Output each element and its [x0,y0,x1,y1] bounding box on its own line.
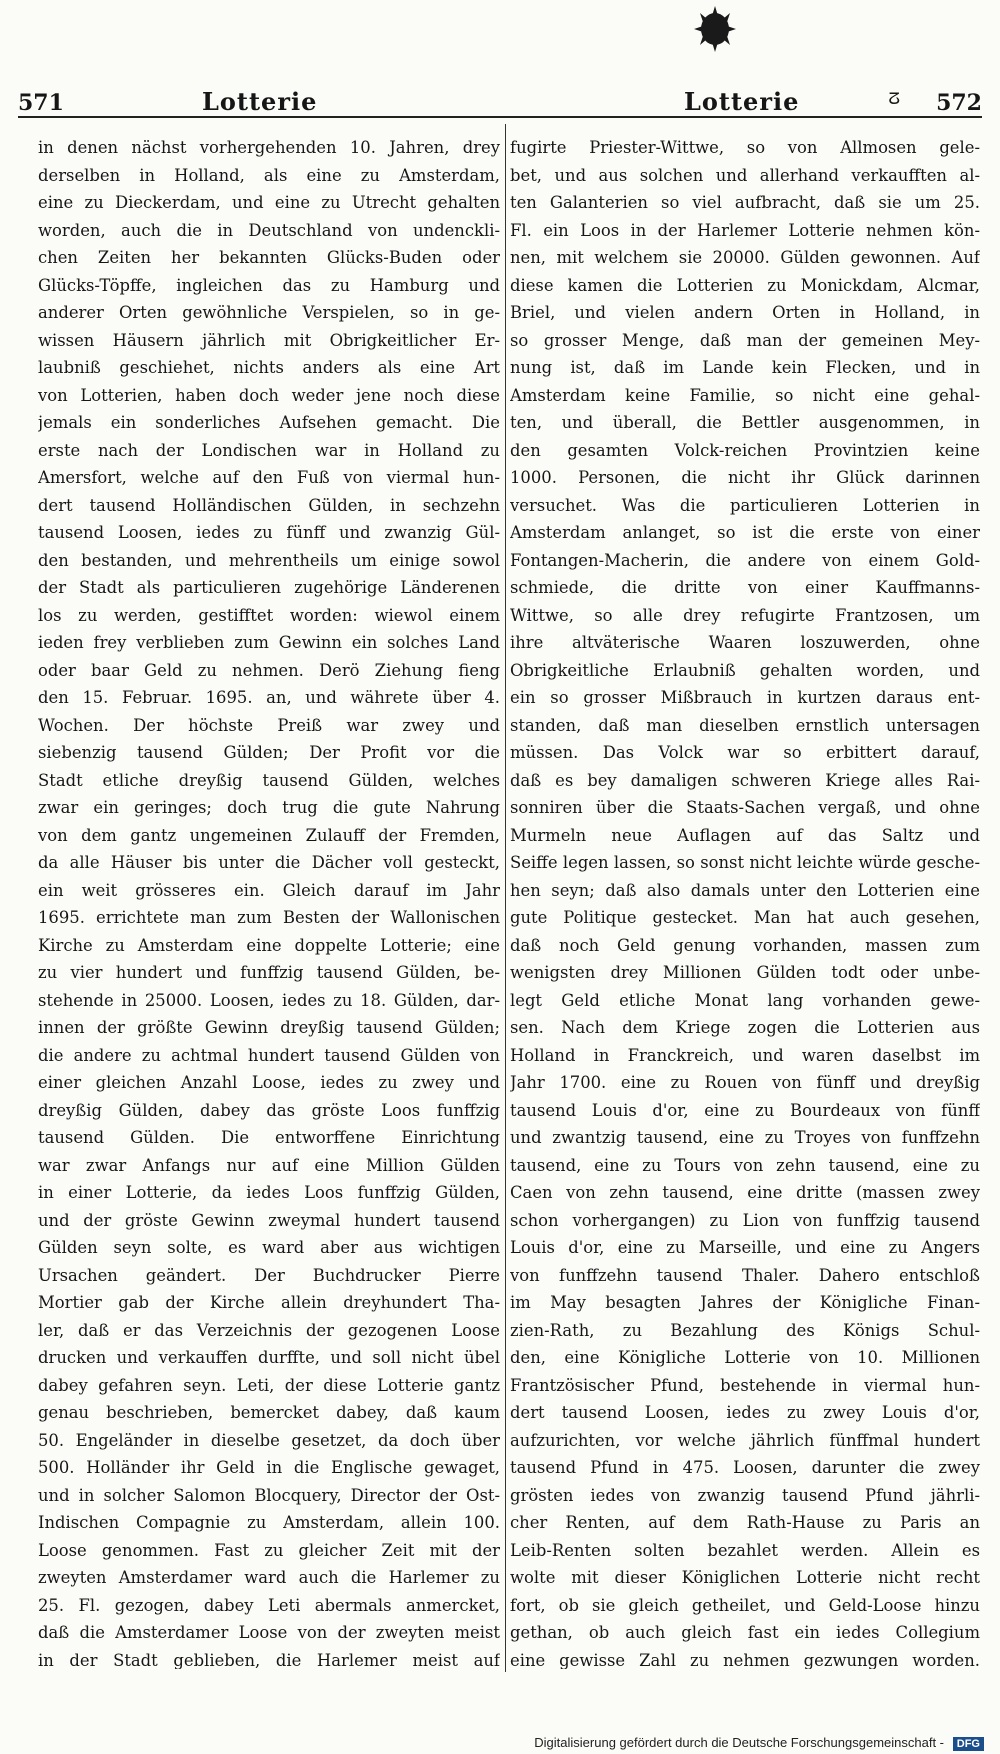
text-line: anderer Orten gewöhnliche Verspielen, so in ge- [38,303,500,322]
text-line: dert tausend Holländischen Gülden, in sechzehn [38,495,500,515]
text-line: aufzurichten, vor welche jährlich fünffmal hundert [510,1430,980,1450]
text-line: Jahr 1700. eine zu Rouen von fünff und dreyßig [510,1073,980,1092]
text-line: Louis d'or, eine zu Marseille, und eine zu Angers [510,1238,980,1257]
dfg-logo: DFG [953,1737,984,1751]
text-line: stehende in 25000. Loosen, iedes zu 18. Gülden, dar- [38,990,500,1010]
text-line: zu vier hundert und funffzig tausend Gülden, be- [38,963,500,982]
text-line: 50. Engeländer in dieselbe gesetzet, da doch über [38,1430,500,1450]
text-line: 1000. Personen, die nicht ihr Glück darinnen [510,468,980,487]
text-line: innen der größte Gewinn dreyßig tausend Gülden; [38,1018,500,1037]
text-line: den 15. Februar. 1695. an, und währete über 4. [38,688,500,707]
text-line: und der gröste Gewinn zweymal hundert tausend [38,1210,500,1230]
text-line: zweyten Amsterdamer ward auch die Harlemer zu [38,1568,500,1587]
text-line: einer gleichen Anzahl Loose, iedes zu zwey und [38,1073,500,1092]
text-line: gute Politique gestecket. Man hat auch gesehen, [510,908,980,927]
text-line: Fontangen-Macherin, die andere von einem Gold- [510,550,980,570]
text-line: dabey gefahren seyn. Leti, der diese Lotterie gantz [38,1375,500,1395]
page-number-right: 572 [936,90,982,116]
text-line: tausend Louis d'or, eine zu Bourdeaux von fünff [510,1100,980,1120]
text-line: Caen von zehn tausend, eine dritte (massen zwey [510,1183,980,1202]
text-line: ler, daß er das Verzeichnis der gezogenen Loose [38,1320,500,1340]
text-line: diese kamen die Lotterien zu Monickdam, Alcmar, [510,275,980,295]
text-line: fort, ob sie gleich getheilet, und Geld-Loose hinzu [510,1595,980,1615]
text-line: von dem gantz ungemeinen Zulauff der Fremden, [38,825,500,845]
text-line: chen Zeiten her bekannten Glücks-Buden oder [38,248,500,267]
text-line: Gülden seyn solte, es ward aber aus wichtigen [38,1238,500,1257]
text-line: Ursachen geändert. Der Buchdrucker Pierre [38,1265,500,1285]
text-line: wolte mit dieser Königlichen Lotterie nicht recht [510,1568,980,1587]
text-line: der Stadt als particulieren zugehörige Länderenen [38,578,500,597]
text-line: Briel, und vielen andern Orten in Holland, in [510,303,980,322]
text-line: im May besagten Jahres der Königliche Finan- [510,1293,980,1312]
text-line: in denen nächst vorhergehenden 10. Jahren, drey [38,138,500,157]
text-line: Mortier gab der Kirche allein dreyhundert Tha- [38,1293,500,1312]
text-line: Loose genommen. Fast zu gleicher Zeit mit der [38,1540,500,1560]
text-line: erste nach der Londischen war in Holland zu [38,440,500,460]
text-line: tausend Pfund in 475. Loosen, darunter die zwey [510,1458,980,1477]
running-head-right: Lotterie [684,87,800,116]
text-line: Seiffe legen lassen, so sonst nicht leichte würde gesche- [510,853,980,872]
text-line: ihre altväterische Waaren loszuwerden, ohne [510,633,980,652]
text-line: sen. Nach dem Kriege zogen die Lotterien aus [510,1018,980,1037]
text-line: Frantzösischer Pfund, bestehende in viermal hun- [510,1375,980,1395]
text-line: und in solcher Salomon Blocquery, Director der Ost- [38,1485,500,1505]
text-line: Wochen. Der höchste Preiß war zwey und [38,715,500,735]
text-line: ieden frey verblieben zum Gewinn ein solches Land [38,633,500,652]
text-line: dreyßig Gülden, dabey das gröste Loos funffzig [38,1100,500,1120]
text-line: tausend Loosen, iedes zu fünff und zwanzig Gül- [38,523,500,542]
text-line: Leib-Renten solten bezahlet werden. Allein es [510,1540,980,1560]
text-line: ten Galanterien so viel aufbracht, daß sie um 25. [510,193,980,212]
text-line: 1695. errichtete man zum Besten der Wallonischen [38,908,500,927]
text-line: Stadt etliche dreyßig tausend Gülden, welches [38,770,500,790]
text-line: in einer Lotterie, da iedes Loos funffzig Gülden, [38,1183,500,1202]
text-line: grösten iedes von zwanzig tausend Pfund jährli- [510,1485,980,1505]
text-line: legt Geld etliche Monat lang vorhanden gewe- [510,990,980,1010]
text-line: von funffzehn tausend Thaler. Dahero entschloß [510,1265,980,1285]
text-line: ein so grosser Mißbrauch in kurtzen daraus ent- [510,688,980,707]
text-line: da alle Häuser bis unter die Dächer voll gesteckt, [38,853,500,872]
text-line: cher Renten, auf dem Rath-Hause zu Paris an [510,1513,980,1532]
text-line: gethan, ob auch gleich fast ein iedes Collegium [510,1623,980,1642]
text-line: zwar ein geringes; doch trug die gute Nahrung [38,798,500,817]
text-line: sonniren über die Staats-Sachen vergaß, und ohne [510,798,980,817]
text-line: versuchet. Was die particulieren Lotterien in [510,495,980,515]
text-line: genau beschrieben, bemercket dabey, daß kaum [38,1403,500,1422]
text-line: standen, daß man dieselben ernstlich untersagen [510,715,980,735]
text-line: derselben in Holland, als eine zu Amsterdam, [38,165,500,185]
text-line: Amersfort, welche auf den Fuß von viermal hun- [38,468,500,487]
text-line: daß die Amsterdamer Loose von der zweyten meist [38,1623,500,1642]
text-line: los zu werden, gestifftet worden: wiewol einem [38,605,500,625]
text-line: Amsterdam anlanget, so ist die erste von einer [510,523,980,542]
text-line: Holland in Franckreich, und waren daselbst im [510,1045,980,1065]
header-rule [18,116,982,118]
text-line: jemals ein sonderliches Aufsehen gemacht. Die [38,413,500,432]
text-line: Obrigkeitliche Erlaubniß gehalten worden, und [510,660,980,680]
text-line: 25. Fl. gezogen, dabey Leti abermals anmercket, [38,1595,500,1615]
text-line: schon vorhergangen) zu Lion von funffzig tausend [510,1210,980,1230]
text-line: Amsterdam keine Familie, so nicht eine gehal- [510,385,980,405]
header-mark: ⵒ [888,89,901,108]
text-line: daß noch Geld genung vorhanden, massen zum [510,935,980,955]
left-text-column [38,134,500,1669]
text-line: eine gewisse Zahl zu nehmen gezwungen worden. [510,1650,980,1669]
right-text-column [510,134,980,1669]
text-line: worden, auch die in Deutschland von undenckli- [38,220,500,240]
text-line: Indischen Compagnie zu Amsterdam, allein 100. [38,1513,500,1532]
text-line: Fl. ein Loos in der Harlemer Lotterie nehmen kön- [510,220,980,240]
text-line: Glücks-Töpffe, ingleichen das zu Hamburg und [38,275,500,295]
page-number-left: 571 [18,90,64,116]
text-line: dert tausend Loosen, iedes zu zwey Louis d'or, [510,1403,980,1422]
text-line: war zwar Anfangs nur auf eine Million Gülden [38,1155,500,1175]
text-line: eine zu Dieckerdam, und eine zu Utrecht gehalten [38,193,500,212]
column-divider [505,124,506,1672]
running-head-left: Lotterie [202,87,318,116]
text-line: laubniß geschiehet, nichts anders als eine Art [38,358,500,377]
text-line: den, eine Königliche Lotterie von 10. Millionen [510,1348,980,1367]
digitization-credit: Digitalisierung gefördert durch die Deutsche Forschungsgemeinschaft - [534,1735,944,1750]
text-line: schmiede, die dritte von einer Kauffmanns- [510,578,980,597]
text-line: den gesamten Volck-reichen Provintzien keine [510,440,980,460]
page-header [18,74,982,120]
text-line: Wittwe, so alle drey refugirte Frantzosen, um [510,605,980,625]
text-line: daß es bey damaligen schweren Kriege alles Rai- [510,770,980,790]
text-line: oder baar Geld zu nehmen. Derö Ziehung fieng [38,660,500,680]
text-line: von Lotterien, haben doch weder jene noch diese [38,385,500,405]
text-line: drucken und verkauffen durffte, und soll nicht übel [38,1348,500,1367]
text-line: den bestanden, und mehrentheils um einige sowol [38,550,500,570]
text-line: ten, und überall, die Bettler ausgenommen, in [510,413,980,432]
text-line: tausend Gülden. Die entworffene Einrichtung [38,1128,500,1147]
text-line: hen seyn; daß also damals unter den Lotterien eine [510,880,980,900]
text-line: die andere zu achtmal hundert tausend Gülden von [38,1045,500,1065]
text-line: bet, und aus solchen und allerhand verkaufften al- [510,165,980,185]
text-line: wissen Häusern jährlich mit Obrigkeitlicher Er- [38,330,500,350]
text-line: nen, mit welchem sie 20000. Gülden gewonnen. Auf [510,248,980,267]
text-line: siebenzig tausend Gülden; Der Profit vor die [38,743,500,762]
text-line: so grosser Menge, daß man der gemeinen Mey- [510,330,980,350]
text-line: wenigsten drey Millionen Gülden todt oder unbe- [510,963,980,982]
text-line: tausend, eine zu Tours von zehn tausend, eine zu [510,1155,980,1175]
text-line: zien-Rath, zu Bezahlung des Königs Schul- [510,1320,980,1340]
text-line: Kirche zu Amsterdam eine doppelte Lotterie; eine [38,935,500,955]
text-line: fugirte Priester-Wittwe, so von Allmosen gele- [510,138,980,157]
text-line: und zwantzig tausend, eine zu Troyes von funffzehn [510,1128,980,1147]
text-line: ein weit grösseres ein. Gleich darauf im Jahr [38,880,500,900]
text-line: in der Stadt geblieben, die Harlemer meist auf [38,1650,500,1669]
ornament-icon [690,4,740,54]
text-line: müssen. Das Volck war so erbittert darauf, [510,743,980,762]
text-line: nung ist, daß im Lande kein Flecken, und in [510,358,980,377]
text-line: 500. Holländer ihr Geld in die Englische gewaget, [38,1458,500,1477]
text-line: Murmeln neue Auflagen auf das Saltz und [510,825,980,845]
